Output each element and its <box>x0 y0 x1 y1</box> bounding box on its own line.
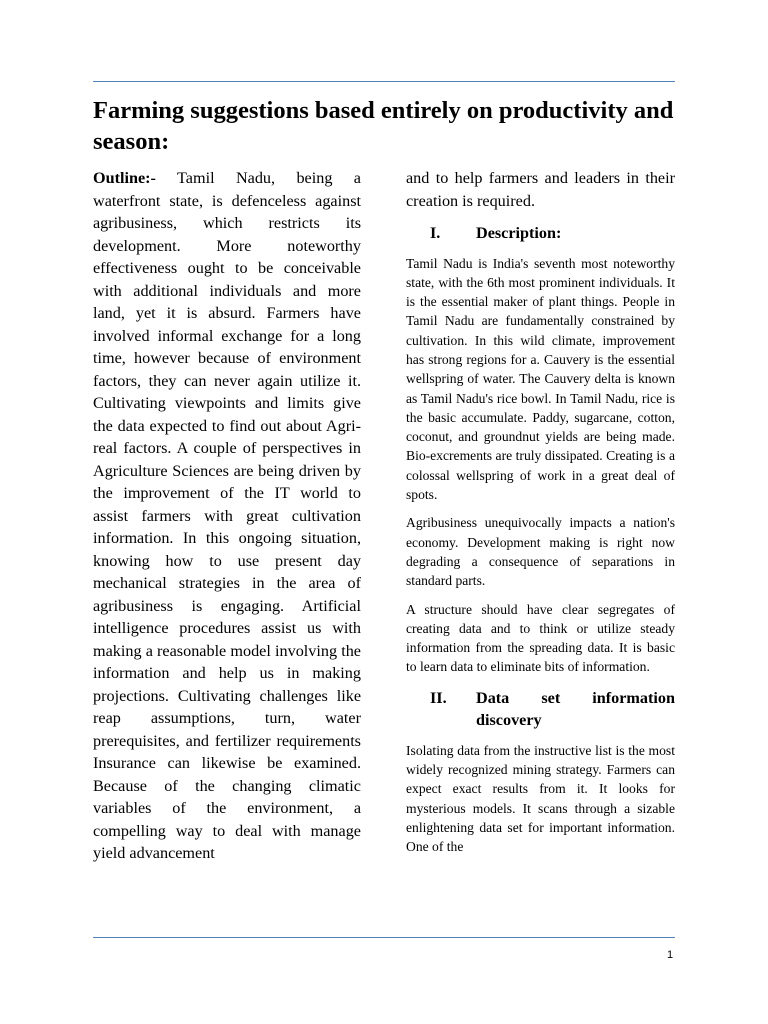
discovery-paragraph-1: Isolating data from the instructive list is the most widely recognized mining strategy. Farmers can expect exact results from it. It looks for mysterious models. It scans through a sizable enlightening data set for important information. One of the <box>406 742 675 855</box>
section-title: Data set information discovery <box>476 688 675 730</box>
outline-label: Outline:- <box>93 169 156 187</box>
outline-continuation: and to help farmers and leaders in their creation is required. <box>406 169 675 210</box>
section-heading-description <box>406 222 675 245</box>
description-paragraph-3: A structure should have clear segregates of creating data and to think or utilize steady information from the spreading data. It is basic to learn data to eliminate bits of information. <box>406 601 675 675</box>
paper-title: Farming suggestions based entirely on productivity and season: <box>93 97 674 155</box>
page-number: 1 <box>667 949 674 961</box>
description-paragraph-2: Agribusiness unequivocally impacts a nation's economy. Development making is right now degrading a consequence of separations in standard parts. <box>406 515 675 589</box>
section-title: Description: <box>476 224 562 242</box>
outline-text: Tamil Nadu, being a waterfront state, is defenceless against agribusiness, which restricts its development. More noteworthy effectiveness ought to be conceivable with additional individuals and more land, yet it is absurd. Farmers have involved informal exchange for a long time, however because of environment factors, they can never again utilize it. Cultivating viewpoints and limits give the data expected to find out about Agri-real factors. A couple of perspectives in Agriculture Sciences are being driven by the improvement of the IT world to assist farmers with great cultivation information. In this ongoing situation, knowing how to use present day mechanical strategies in the area of agribusiness is engaging. Artificial intelligence procedures assist us with making a reasonable model involving the information and help us in making projections. Cultivating challenges like reap assumptions, turn, water prerequisites, and fertilizer requirements Insurance can likewise be examined. Because of the changing climatic variables of the environment, a compelling way to deal with manage yield advancement <box>93 169 361 862</box>
left-column <box>93 167 361 865</box>
section-number: I. <box>430 224 441 242</box>
section-number: II. <box>430 688 447 707</box>
header-rule <box>93 81 675 82</box>
outline-paragraph <box>93 167 361 865</box>
description-paragraph-1: Tamil Nadu is India's seventh most noteworthy state, with the 6th most prominent individuals. It is the essential maker of plant things. People in Tamil Nadu are fundamentally constrained by cultivation. In this wild climate, improvement has strong regions for a. Cauvery is the essential wellspring of water. The Cauvery delta is known as Tamil Nadu's rice bowl. In Tamil Nadu, rice is the basic accumulate. Paddy, sugarcane, cotton, coconut, and groundnut yields are being made. Bio-excrements are truly dissipated. Creating is a colossal wellspring of work in a great deal of spots. <box>406 255 675 503</box>
section-heading-discovery <box>406 687 675 732</box>
footer-rule <box>93 937 675 938</box>
right-column <box>406 167 675 866</box>
